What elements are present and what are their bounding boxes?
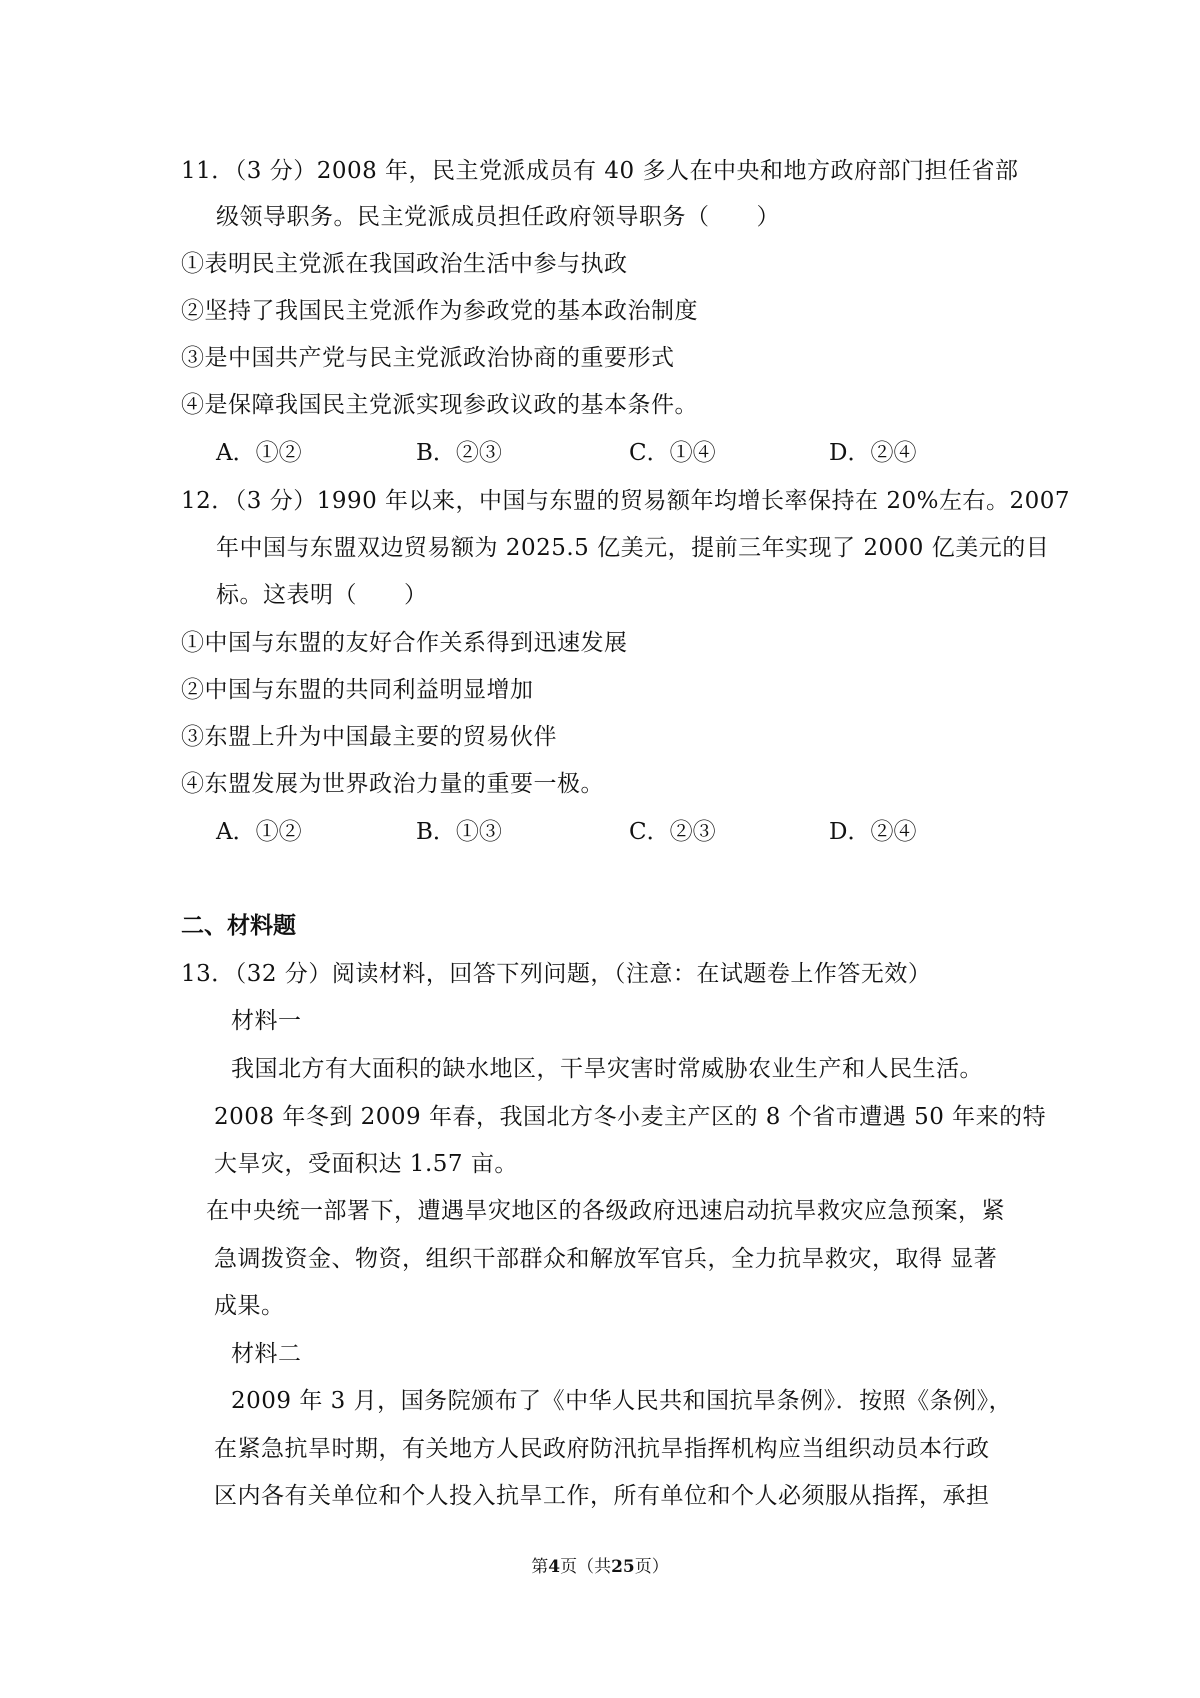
q11-item-1: ①表明民主党派在我国政治生活中参与执政 [181, 251, 628, 277]
q11-option-b[interactable]: B．②③ [416, 440, 502, 466]
footer-page-number: 4 [548, 1557, 561, 1577]
q12-item-2: ②中国与东盟的共同利益明显增加 [181, 677, 534, 703]
page-footer [0, 1555, 1200, 1579]
q12-stem-line2: 年中国与东盟双边贸易额为 2025.5 亿美元，提前三年实现了 2000 亿美元的目 [216, 535, 1050, 561]
material2-line1: 2009 年 3 月，国务院颁布了《中华人民共和国抗旱条例》．按照《条例》， [231, 1388, 1013, 1414]
q11-stem-line1: 11．（3 分）2008 年，民主党派成员有 40 多人在中央和地方政府部门担任省部 [181, 158, 1019, 184]
material2-line2: 在紧急抗旱时期，有关地方人民政府防汛抗旱指挥机构应当组织动员本行政 [214, 1436, 990, 1462]
q12-option-d[interactable]: D．②④ [829, 819, 917, 845]
material2-title: 材料二 [231, 1341, 302, 1367]
q12-item-4: ④东盟发展为世界政治力量的重要一极。 [181, 771, 604, 797]
material1-line4: 在中央统一部署下，遭遇旱灾地区的各级政府迅速启动抗旱救灾应急预案，紧 [206, 1198, 1005, 1224]
footer-middle: 页（共 [560, 1557, 612, 1577]
section-heading: 二、材料题 [181, 912, 296, 939]
q11-option-c[interactable]: C．①④ [629, 440, 716, 466]
material1-line6: 成果。 [214, 1293, 285, 1319]
q11-item-2: ②坚持了我国民主党派作为参政党的基本政治制度 [181, 298, 698, 324]
footer-prefix: 第 [531, 1557, 549, 1577]
q11-item-3: ③是中国共产党与民主党派政治协商的重要形式 [181, 345, 675, 371]
material1-line5: 急调拨资金、物资，组织干部群众和解放军官兵，全力抗旱救灾，取得 显著 [214, 1246, 998, 1272]
q12-option-c[interactable]: C．②③ [629, 819, 716, 845]
material1-line1: 我国北方有大面积的缺水地区，干旱灾害时常威胁农业生产和人民生活。 [231, 1056, 983, 1082]
q12-stem-line3: 标。这表明（ ） [216, 582, 428, 608]
material2-line3: 区内各有关单位和个人投入抗旱工作，所有单位和个人必须服从指挥，承担 [214, 1483, 990, 1509]
q12-item-3: ③东盟上升为中国最主要的贸易伙伴 [181, 724, 557, 750]
q11-stem-line2: 级领导职务。民主党派成员担任政府领导职务（ ） [216, 204, 780, 230]
q13-stem: 13．（32 分）阅读材料，回答下列问题，（注意：在试题卷上作答无效） [181, 961, 932, 987]
material1-line3: 大旱灾，受面积达 1.57 亩。 [214, 1151, 518, 1177]
footer-total-pages: 25 [611, 1557, 635, 1577]
q11-item-4: ④是保障我国民主党派实现参政议政的基本条件。 [181, 392, 698, 418]
material1-line2: 2008 年冬到 2009 年春，我国北方冬小麦主产区的 8 个省市遭遇 50 年来的特 [214, 1104, 1047, 1130]
footer-suffix: 页） [634, 1557, 669, 1577]
q12-stem-line1: 12．（3 分）1990 年以来，中国与东盟的贸易额年均增长率保持在 20%左右。2007 [181, 488, 1071, 514]
q11-option-a[interactable]: A．①② [216, 440, 302, 466]
q11-option-d[interactable]: D．②④ [829, 440, 917, 466]
q12-item-1: ①中国与东盟的友好合作关系得到迅速发展 [181, 630, 628, 656]
q12-option-a[interactable]: A．①② [216, 819, 302, 845]
q12-option-b[interactable]: B．①③ [416, 819, 502, 845]
material1-title: 材料一 [231, 1008, 302, 1034]
